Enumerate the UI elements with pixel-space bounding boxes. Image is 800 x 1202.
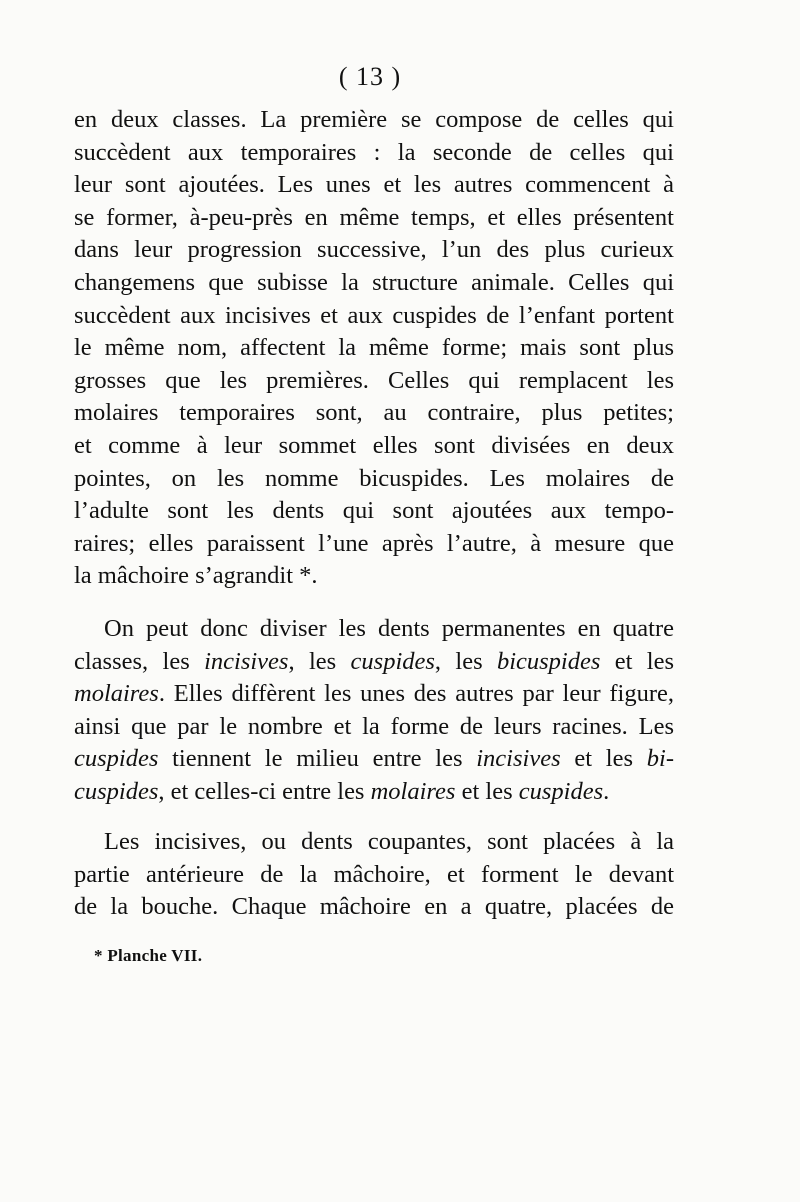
italic-term: cuspides	[74, 745, 159, 773]
text-segment: et les	[600, 647, 675, 675]
page-number: ( 13 )	[338, 62, 402, 91]
paragraph-1	[74, 104, 674, 593]
text-line: molaires temporaires sont, au contraire, plus petites;	[74, 399, 674, 427]
text-segment: tiennent le milieu entre les	[158, 745, 477, 773]
paragraph-2	[74, 613, 674, 809]
text-line: partie antérieure de la mâchoire, et forment le devant	[74, 860, 674, 888]
italic-term: bicuspides	[496, 647, 601, 675]
text-line: se former, à-peu-près en même temps, et elles présentent	[74, 203, 674, 231]
text-line: de la bouche. Chaque mâchoire en a quatre, placées de	[74, 893, 674, 921]
text-segment: , les	[434, 647, 497, 675]
text-line: l’adulte sont les dents qui sont ajoutées aux tempo-	[74, 497, 674, 525]
text-line	[74, 776, 674, 809]
text-line: grosses que les premières. Celles qui remplacent les	[74, 366, 674, 394]
italic-term: incisives	[476, 745, 561, 773]
text-line	[74, 646, 674, 679]
text-line: succèdent aux incisives et aux cuspides de l’enfant portent	[74, 301, 674, 329]
text-line: dans leur progression successive, l’un des plus curieux	[74, 236, 674, 264]
italic-term: cuspides	[518, 777, 604, 805]
text-segment: , et celles-ci entre les	[158, 777, 371, 805]
italic-term: cuspides	[74, 777, 159, 805]
text-line	[74, 678, 674, 711]
paragraph-3	[74, 826, 674, 924]
text-line: ainsi que par le nombre et la forme de leurs racines. Les	[74, 712, 674, 740]
text-line	[74, 743, 674, 776]
text-line: raires; elles paraissent l’une après l’autre, à mesure que	[74, 529, 674, 557]
italic-term: bi-	[646, 745, 674, 773]
text-line: changemens que subisse la structure animale. Celles qui	[74, 268, 674, 296]
text-segment: , les	[288, 647, 351, 675]
italic-term: molaires	[370, 777, 456, 805]
italic-term: molaires	[74, 680, 159, 708]
text-segment: .	[603, 777, 610, 805]
italic-term: incisives	[204, 647, 289, 675]
text-line: et comme à leur sommet elles sont divisées en deux	[74, 431, 674, 459]
text-segment: . Elles diffèrent les unes des autres par leur figure,	[158, 680, 674, 708]
text-line: leur sont ajoutées. Les unes et les autres commencent à	[74, 171, 674, 199]
text-segment: classes, les	[74, 647, 205, 675]
text-line: Les incisives, ou dents coupantes, sont placées à la	[104, 828, 674, 855]
text-segment: et les	[455, 777, 519, 805]
text-line: pointes, on les nomme bicuspides. Les molaires de	[74, 464, 674, 492]
text-line: le même nom, affectent la même forme; mais sont plus	[74, 334, 674, 362]
footnote: * Planche VII.	[94, 946, 203, 965]
text-segment: et les	[560, 745, 647, 773]
text-line: succèdent aux temporaires : la seconde de celles qui	[74, 138, 674, 166]
text-line: en deux classes. La première se compose de celles qui	[74, 106, 674, 133]
text-line: la mâchoire s’agrandit *.	[74, 562, 318, 590]
text-line: On peut donc diviser les dents permanentes en quatre	[104, 615, 674, 642]
italic-term: cuspides	[350, 647, 435, 675]
